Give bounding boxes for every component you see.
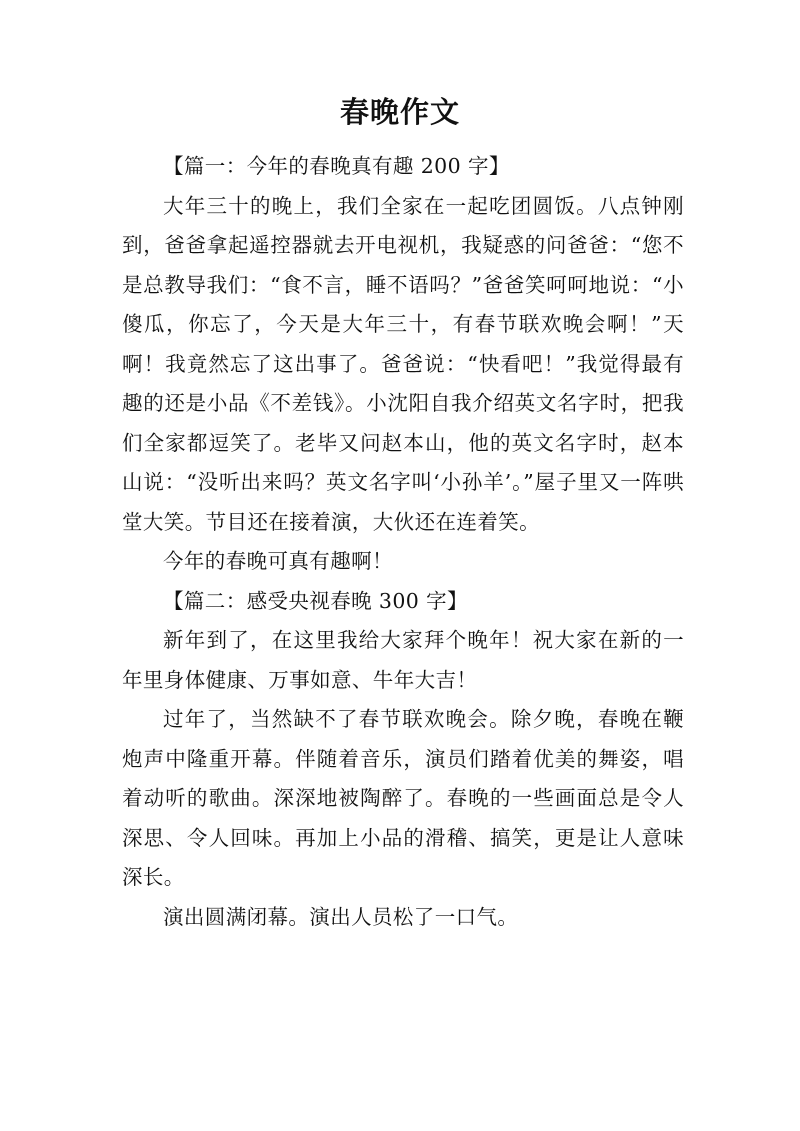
section-heading-1: 【篇一：今年的春晚真有趣 200 字】 (163, 154, 510, 178)
paragraph: 演出圆满闭幕。演出人员松了一口气。 (163, 904, 519, 929)
document-title: 春晚作文 (339, 95, 460, 129)
paragraph: 新年到了，在这里我给大家拜个晚年！祝大家在新的一年里身体健康、万事如意、牛年大吉！ (122, 628, 684, 692)
section-heading-2: 【篇二：感受央视春晚 300 字】 (163, 588, 468, 613)
paragraph: 过年了，当然缺不了春节联欢晚会。除夕晚，春晚在鞭炮声中隆重开幕。伴随着音乐，演员们踏着优美的舞姿，唱着动听的歌曲。深深地被陶醉了。春晚的一些画面总是令人深思、令人回味。再加上小品的滑稽、搞笑，更是让人意味深长。 (122, 707, 684, 889)
paragraph: 今年的春晚可真有趣啊！ (163, 549, 393, 573)
document-body (122, 147, 684, 937)
paragraph: 大年三十的晚上，我们全家在一起吃团圆饭。八点钟刚到，爸爸拿起遥控器就去开电视机，我疑惑的问爸爸：“您不是总教导我们：“食不言，睡不语吗？”爸爸笑呵呵地说：“小傻瓜，你忘了，今天是大年三十，有春节联欢晚会啊！”天啊！我竟然忘了这出事了。爸爸说：“快看吧！”我觉得最有趣的还是小品《不差钱》。小沈阳自我介绍英文名字时，把我们全家都逗笑了。老毕又问赵本山，他的英文名字时，赵本山说：“没听出来吗？英文名字叫‘小孙羊’。”屋子里又一阵哄堂大笑。节目还在接着演，大伙还在连着笑。 (122, 193, 684, 534)
